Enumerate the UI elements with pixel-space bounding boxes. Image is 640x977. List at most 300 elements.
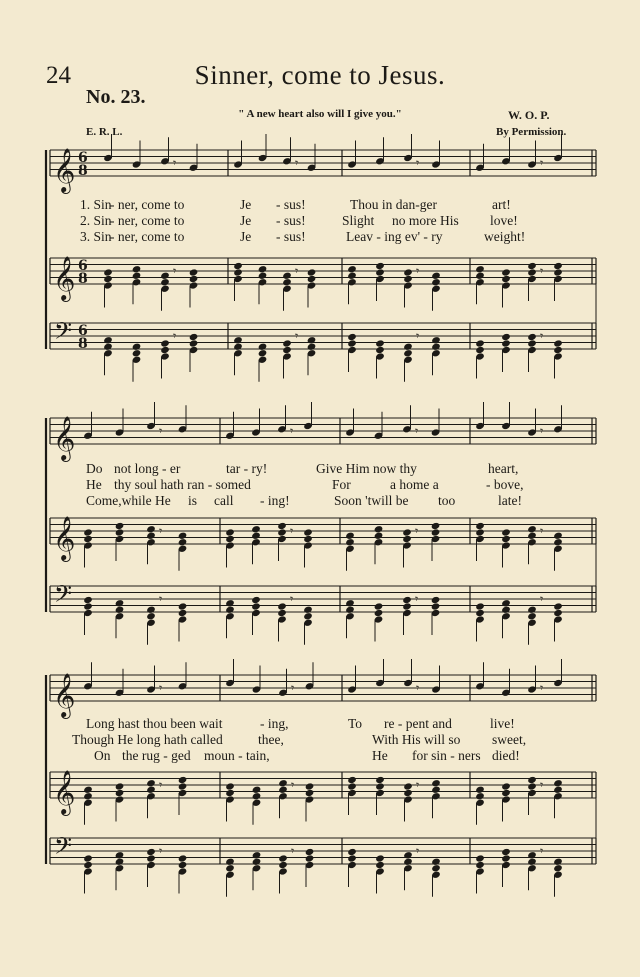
notehead <box>527 782 537 790</box>
notehead <box>431 864 441 872</box>
notehead <box>103 275 113 283</box>
syllable: 2. Sin <box>80 213 112 228</box>
syllable: To <box>348 716 363 731</box>
notehead <box>347 339 357 347</box>
notehead <box>403 343 413 351</box>
notehead <box>553 339 563 347</box>
rest-icon: 𝄾 <box>159 681 163 695</box>
notehead <box>431 602 441 610</box>
notehead <box>501 789 511 797</box>
notehead <box>251 532 261 540</box>
rest-icon: 𝄾 <box>159 778 163 792</box>
syllable: heart, <box>488 461 519 476</box>
notehead <box>553 602 563 610</box>
notehead <box>278 861 288 869</box>
notehead <box>178 861 188 869</box>
notehead <box>277 522 287 530</box>
notehead <box>115 851 125 859</box>
syllable: 3. Sin <box>80 229 112 244</box>
notehead <box>251 602 261 610</box>
notehead <box>258 265 268 273</box>
rest-icon: 𝄾 <box>173 264 177 278</box>
treble-clef-icon: 𝄞 <box>53 673 76 717</box>
syllable: - sus! <box>276 213 306 228</box>
syllable: the rug - ged <box>122 748 191 763</box>
notehead <box>278 779 288 787</box>
notehead <box>403 851 413 859</box>
syllable: thee, <box>258 732 284 747</box>
notehead <box>83 596 93 604</box>
notehead <box>83 528 93 536</box>
rest-icon: 𝄾 <box>159 524 163 538</box>
notehead <box>431 336 441 344</box>
notehead <box>431 278 441 286</box>
notehead <box>307 336 317 344</box>
notehead <box>475 854 485 862</box>
notehead <box>83 854 93 862</box>
notehead <box>146 532 156 540</box>
notehead <box>146 606 156 614</box>
notehead <box>225 789 235 797</box>
rest-icon: 𝄾 <box>173 329 177 343</box>
notehead <box>475 528 485 536</box>
notehead <box>431 343 441 351</box>
notehead <box>475 602 485 610</box>
notehead <box>178 854 188 862</box>
notehead <box>375 346 385 354</box>
notehead <box>83 792 93 800</box>
syllable: - sus! <box>276 229 306 244</box>
syllable: Slight <box>342 213 375 228</box>
syllable: Though He long hath called <box>72 732 223 747</box>
notehead <box>375 339 385 347</box>
notehead <box>115 599 125 607</box>
notehead <box>178 532 188 540</box>
time-signature-bottom: 8 <box>78 163 88 179</box>
notehead <box>501 782 511 790</box>
syllable: a home a <box>390 477 439 492</box>
time-signature-top: 6 <box>78 150 88 166</box>
time-signature-bottom: 8 <box>78 336 88 352</box>
notehead <box>553 864 563 872</box>
notehead <box>307 343 317 351</box>
notehead <box>189 333 199 341</box>
syllable: Long hast thou been wait <box>86 716 223 731</box>
notehead <box>282 339 292 347</box>
treble-clef-icon: 𝄞 <box>53 516 76 560</box>
notehead <box>553 346 563 354</box>
notehead <box>475 272 485 280</box>
notehead <box>501 606 511 614</box>
rest-icon: 𝄾 <box>540 681 544 695</box>
notehead <box>402 596 412 604</box>
syllable: sweet, <box>492 732 527 747</box>
notehead <box>103 336 113 344</box>
notehead <box>278 854 288 862</box>
notehead <box>375 861 385 869</box>
rest-icon: 𝄾 <box>540 844 544 858</box>
notehead <box>160 272 170 280</box>
rest-icon: 𝄾 <box>159 592 163 606</box>
notehead <box>501 599 511 607</box>
syllable: He <box>86 477 102 492</box>
notehead <box>252 851 262 859</box>
notehead <box>347 854 357 862</box>
syllable: live! <box>490 716 515 731</box>
notehead <box>375 776 385 784</box>
notehead <box>282 278 292 286</box>
composer-credit: W. O. P. <box>508 108 550 122</box>
notehead <box>83 602 93 610</box>
notehead <box>501 268 511 276</box>
syllable: love! <box>490 213 518 228</box>
notehead <box>277 528 287 536</box>
syllable: not long - er <box>114 461 181 476</box>
notehead <box>305 789 315 797</box>
notehead <box>103 268 113 276</box>
notehead <box>402 602 412 610</box>
notehead <box>258 272 268 280</box>
notehead <box>527 606 537 614</box>
notehead <box>345 599 355 607</box>
notehead <box>303 535 313 543</box>
rest-icon: 𝄾 <box>540 424 544 438</box>
syllable: tar - ry! <box>226 461 268 476</box>
syllable: died! <box>492 748 520 763</box>
notehead <box>553 609 563 617</box>
notehead <box>277 609 287 617</box>
rest-icon: 𝄾 <box>295 264 299 278</box>
notehead <box>146 854 156 862</box>
notehead <box>475 609 485 617</box>
notehead <box>501 535 511 543</box>
notehead <box>475 861 485 869</box>
notehead <box>225 599 235 607</box>
syllable: - ing! <box>260 493 290 508</box>
notehead <box>527 339 537 347</box>
notehead <box>282 346 292 354</box>
treble-clef-icon: 𝄞 <box>53 256 76 300</box>
notehead <box>132 272 142 280</box>
notehead <box>375 782 385 790</box>
syllable: He <box>372 748 388 763</box>
notehead <box>553 538 563 546</box>
notehead <box>431 528 441 536</box>
notehead <box>527 851 537 859</box>
notehead <box>501 848 511 856</box>
notehead <box>431 786 441 794</box>
rest-icon: 𝄾 <box>540 778 544 792</box>
syllable: moun - tain, <box>204 748 270 763</box>
hymn-title: Sinner, come to Jesus. <box>194 60 446 90</box>
notehead <box>553 262 563 270</box>
notehead <box>527 532 537 540</box>
syllable: Je <box>240 213 252 228</box>
lyricist-credit: E. R. L. <box>86 126 123 138</box>
rest-icon: 𝄾 <box>291 681 295 695</box>
rest-icon: 𝄾 <box>540 264 544 278</box>
notehead <box>83 786 93 794</box>
notehead <box>233 343 243 351</box>
bass-clef-icon: 𝄢 <box>54 317 73 350</box>
rest-icon: 𝄾 <box>173 156 177 170</box>
notehead <box>403 268 413 276</box>
notehead <box>83 535 93 543</box>
notehead <box>475 522 485 530</box>
notehead <box>233 268 243 276</box>
syllable: Do <box>86 461 103 476</box>
notehead <box>527 262 537 270</box>
syllable: weight! <box>484 229 526 244</box>
notehead <box>252 792 262 800</box>
notehead <box>189 268 199 276</box>
notehead <box>225 864 235 872</box>
syllable: - bove, <box>486 477 524 492</box>
rest-icon: 𝄾 <box>416 264 420 278</box>
notehead <box>475 786 485 794</box>
syllable: is <box>188 493 198 508</box>
notehead <box>553 786 563 794</box>
notehead <box>527 858 537 866</box>
notehead <box>347 782 357 790</box>
syllable: Come,while He <box>86 493 171 508</box>
notehead <box>178 776 188 784</box>
notehead <box>475 339 485 347</box>
rest-icon: 𝄾 <box>416 156 420 170</box>
notehead <box>258 349 268 357</box>
notehead <box>527 268 537 276</box>
rest-icon: 𝄾 <box>415 592 419 606</box>
syllable: too <box>438 493 456 508</box>
syllable: no more His <box>392 213 459 228</box>
notehead <box>501 275 511 283</box>
syllable: Je <box>240 197 252 212</box>
notehead <box>431 858 441 866</box>
rest-icon: 𝄾 <box>416 778 420 792</box>
notehead <box>402 528 412 536</box>
notehead <box>303 528 313 536</box>
notehead <box>553 532 563 540</box>
syllable: - ner, come to <box>110 197 185 212</box>
notehead <box>347 333 357 341</box>
notehead <box>83 861 93 869</box>
notehead <box>553 779 563 787</box>
time-signature-top: 6 <box>78 323 88 339</box>
notehead <box>403 789 413 797</box>
syllable: re - pent and <box>384 716 452 731</box>
notehead <box>475 346 485 354</box>
rest-icon: 𝄾 <box>415 524 419 538</box>
notehead <box>252 858 262 866</box>
notehead <box>225 782 235 790</box>
notehead <box>347 776 357 784</box>
notehead <box>374 532 384 540</box>
notehead <box>431 779 441 787</box>
syllable: 1. Sin <box>80 197 112 212</box>
syllable: art! <box>492 197 511 212</box>
rest-icon: 𝄾 <box>295 329 299 343</box>
notehead <box>225 535 235 543</box>
permission-note: By Permission. <box>496 126 567 138</box>
rest-icon: 𝄾 <box>291 844 295 858</box>
notehead <box>374 602 384 610</box>
notehead <box>233 336 243 344</box>
syllable: Leav - ing ev' - ry <box>346 229 443 244</box>
notehead <box>527 612 537 620</box>
notehead <box>178 782 188 790</box>
notehead <box>431 522 441 530</box>
notehead <box>501 333 511 341</box>
bass-clef-icon: 𝄢 <box>54 580 73 613</box>
notehead <box>146 786 156 794</box>
notehead <box>501 528 511 536</box>
notehead <box>189 339 199 347</box>
notehead <box>146 612 156 620</box>
notehead <box>305 854 315 862</box>
notehead <box>251 596 261 604</box>
notehead <box>178 609 188 617</box>
notehead <box>115 606 125 614</box>
notehead <box>553 268 563 276</box>
rest-icon: 𝄾 <box>540 329 544 343</box>
notehead <box>225 606 235 614</box>
notehead <box>115 858 125 866</box>
rest-icon: 𝄾 <box>416 329 420 343</box>
treble-clef-icon: 𝄞 <box>53 148 76 192</box>
time-signature-top: 6 <box>78 258 88 274</box>
syllable: For <box>332 477 351 492</box>
notehead <box>303 606 313 614</box>
syllable: With His will so <box>372 732 461 747</box>
rest-icon: 𝄾 <box>540 524 544 538</box>
rest-icon: 𝄾 <box>159 424 163 438</box>
rest-icon: 𝄾 <box>290 524 294 538</box>
notehead <box>178 602 188 610</box>
notehead <box>403 275 413 283</box>
notehead <box>345 538 355 546</box>
notehead <box>277 602 287 610</box>
notehead <box>115 528 125 536</box>
notehead <box>115 782 125 790</box>
notehead <box>475 265 485 273</box>
rest-icon: 𝄾 <box>295 156 299 170</box>
syllable: late! <box>498 493 522 508</box>
notehead <box>307 275 317 283</box>
notehead <box>278 786 288 794</box>
rest-icon: 𝄾 <box>540 592 544 606</box>
notehead <box>282 272 292 280</box>
notehead <box>347 265 357 273</box>
notehead <box>178 538 188 546</box>
treble-clef-icon: 𝄞 <box>53 416 76 460</box>
syllable: Thou in dan-ger <box>350 197 437 212</box>
notehead <box>160 278 170 286</box>
notehead <box>305 848 315 856</box>
notehead <box>402 535 412 543</box>
notehead <box>303 612 313 620</box>
notehead <box>374 609 384 617</box>
syllable: call <box>214 493 234 508</box>
notehead <box>403 349 413 357</box>
hymn-number: No. 23. <box>86 86 146 108</box>
syllable: Je <box>240 229 252 244</box>
notehead <box>146 525 156 533</box>
rest-icon: 𝄾 <box>415 424 419 438</box>
rest-icon: 𝄾 <box>159 844 163 858</box>
notehead <box>305 782 315 790</box>
notehead <box>431 596 441 604</box>
notehead <box>251 525 261 533</box>
notehead <box>527 333 537 341</box>
notehead <box>252 786 262 794</box>
notehead <box>347 272 357 280</box>
notehead <box>553 858 563 866</box>
rest-icon: 𝄾 <box>540 156 544 170</box>
time-signature-bottom: 8 <box>78 271 88 287</box>
syllable: Soon 'twill be <box>334 493 409 508</box>
notehead <box>189 275 199 283</box>
notehead <box>225 528 235 536</box>
rest-icon: 𝄾 <box>291 778 295 792</box>
notehead <box>501 339 511 347</box>
notehead <box>501 854 511 862</box>
notehead <box>431 272 441 280</box>
syllable: - ner, come to <box>110 213 185 228</box>
notehead <box>403 858 413 866</box>
syllable: for sin - ners <box>412 748 481 763</box>
notehead <box>374 525 384 533</box>
notehead <box>375 262 385 270</box>
syllable: On <box>94 748 111 763</box>
notehead <box>132 265 142 273</box>
notehead <box>345 606 355 614</box>
rest-icon: 𝄾 <box>416 844 420 858</box>
syllable: - ner, come to <box>110 229 185 244</box>
notehead <box>160 346 170 354</box>
page-number: 24 <box>46 62 71 89</box>
notehead <box>233 262 243 270</box>
syllable: thy soul hath ran - somed <box>114 477 251 492</box>
notehead <box>258 343 268 351</box>
notehead <box>225 858 235 866</box>
rest-icon: 𝄾 <box>290 592 294 606</box>
notehead <box>347 848 357 856</box>
notehead <box>115 789 125 797</box>
rest-icon: 𝄾 <box>290 424 294 438</box>
notehead <box>375 854 385 862</box>
notehead <box>160 339 170 347</box>
syllable: - ing, <box>260 716 289 731</box>
notehead <box>115 522 125 530</box>
bass-clef-icon: 𝄢 <box>54 832 73 865</box>
notehead <box>132 349 142 357</box>
notehead <box>403 782 413 790</box>
rest-icon: 𝄾 <box>416 681 420 695</box>
notehead <box>527 525 537 533</box>
notehead <box>146 779 156 787</box>
notehead <box>103 343 113 351</box>
syllable: - sus! <box>276 197 306 212</box>
notehead <box>475 792 485 800</box>
notehead <box>307 268 317 276</box>
notehead <box>345 532 355 540</box>
notehead <box>375 268 385 276</box>
notehead <box>146 848 156 856</box>
treble-clef-icon: 𝄞 <box>53 770 76 814</box>
notehead <box>132 343 142 351</box>
notehead <box>527 776 537 784</box>
syllable: Give Him now thy <box>316 461 417 476</box>
